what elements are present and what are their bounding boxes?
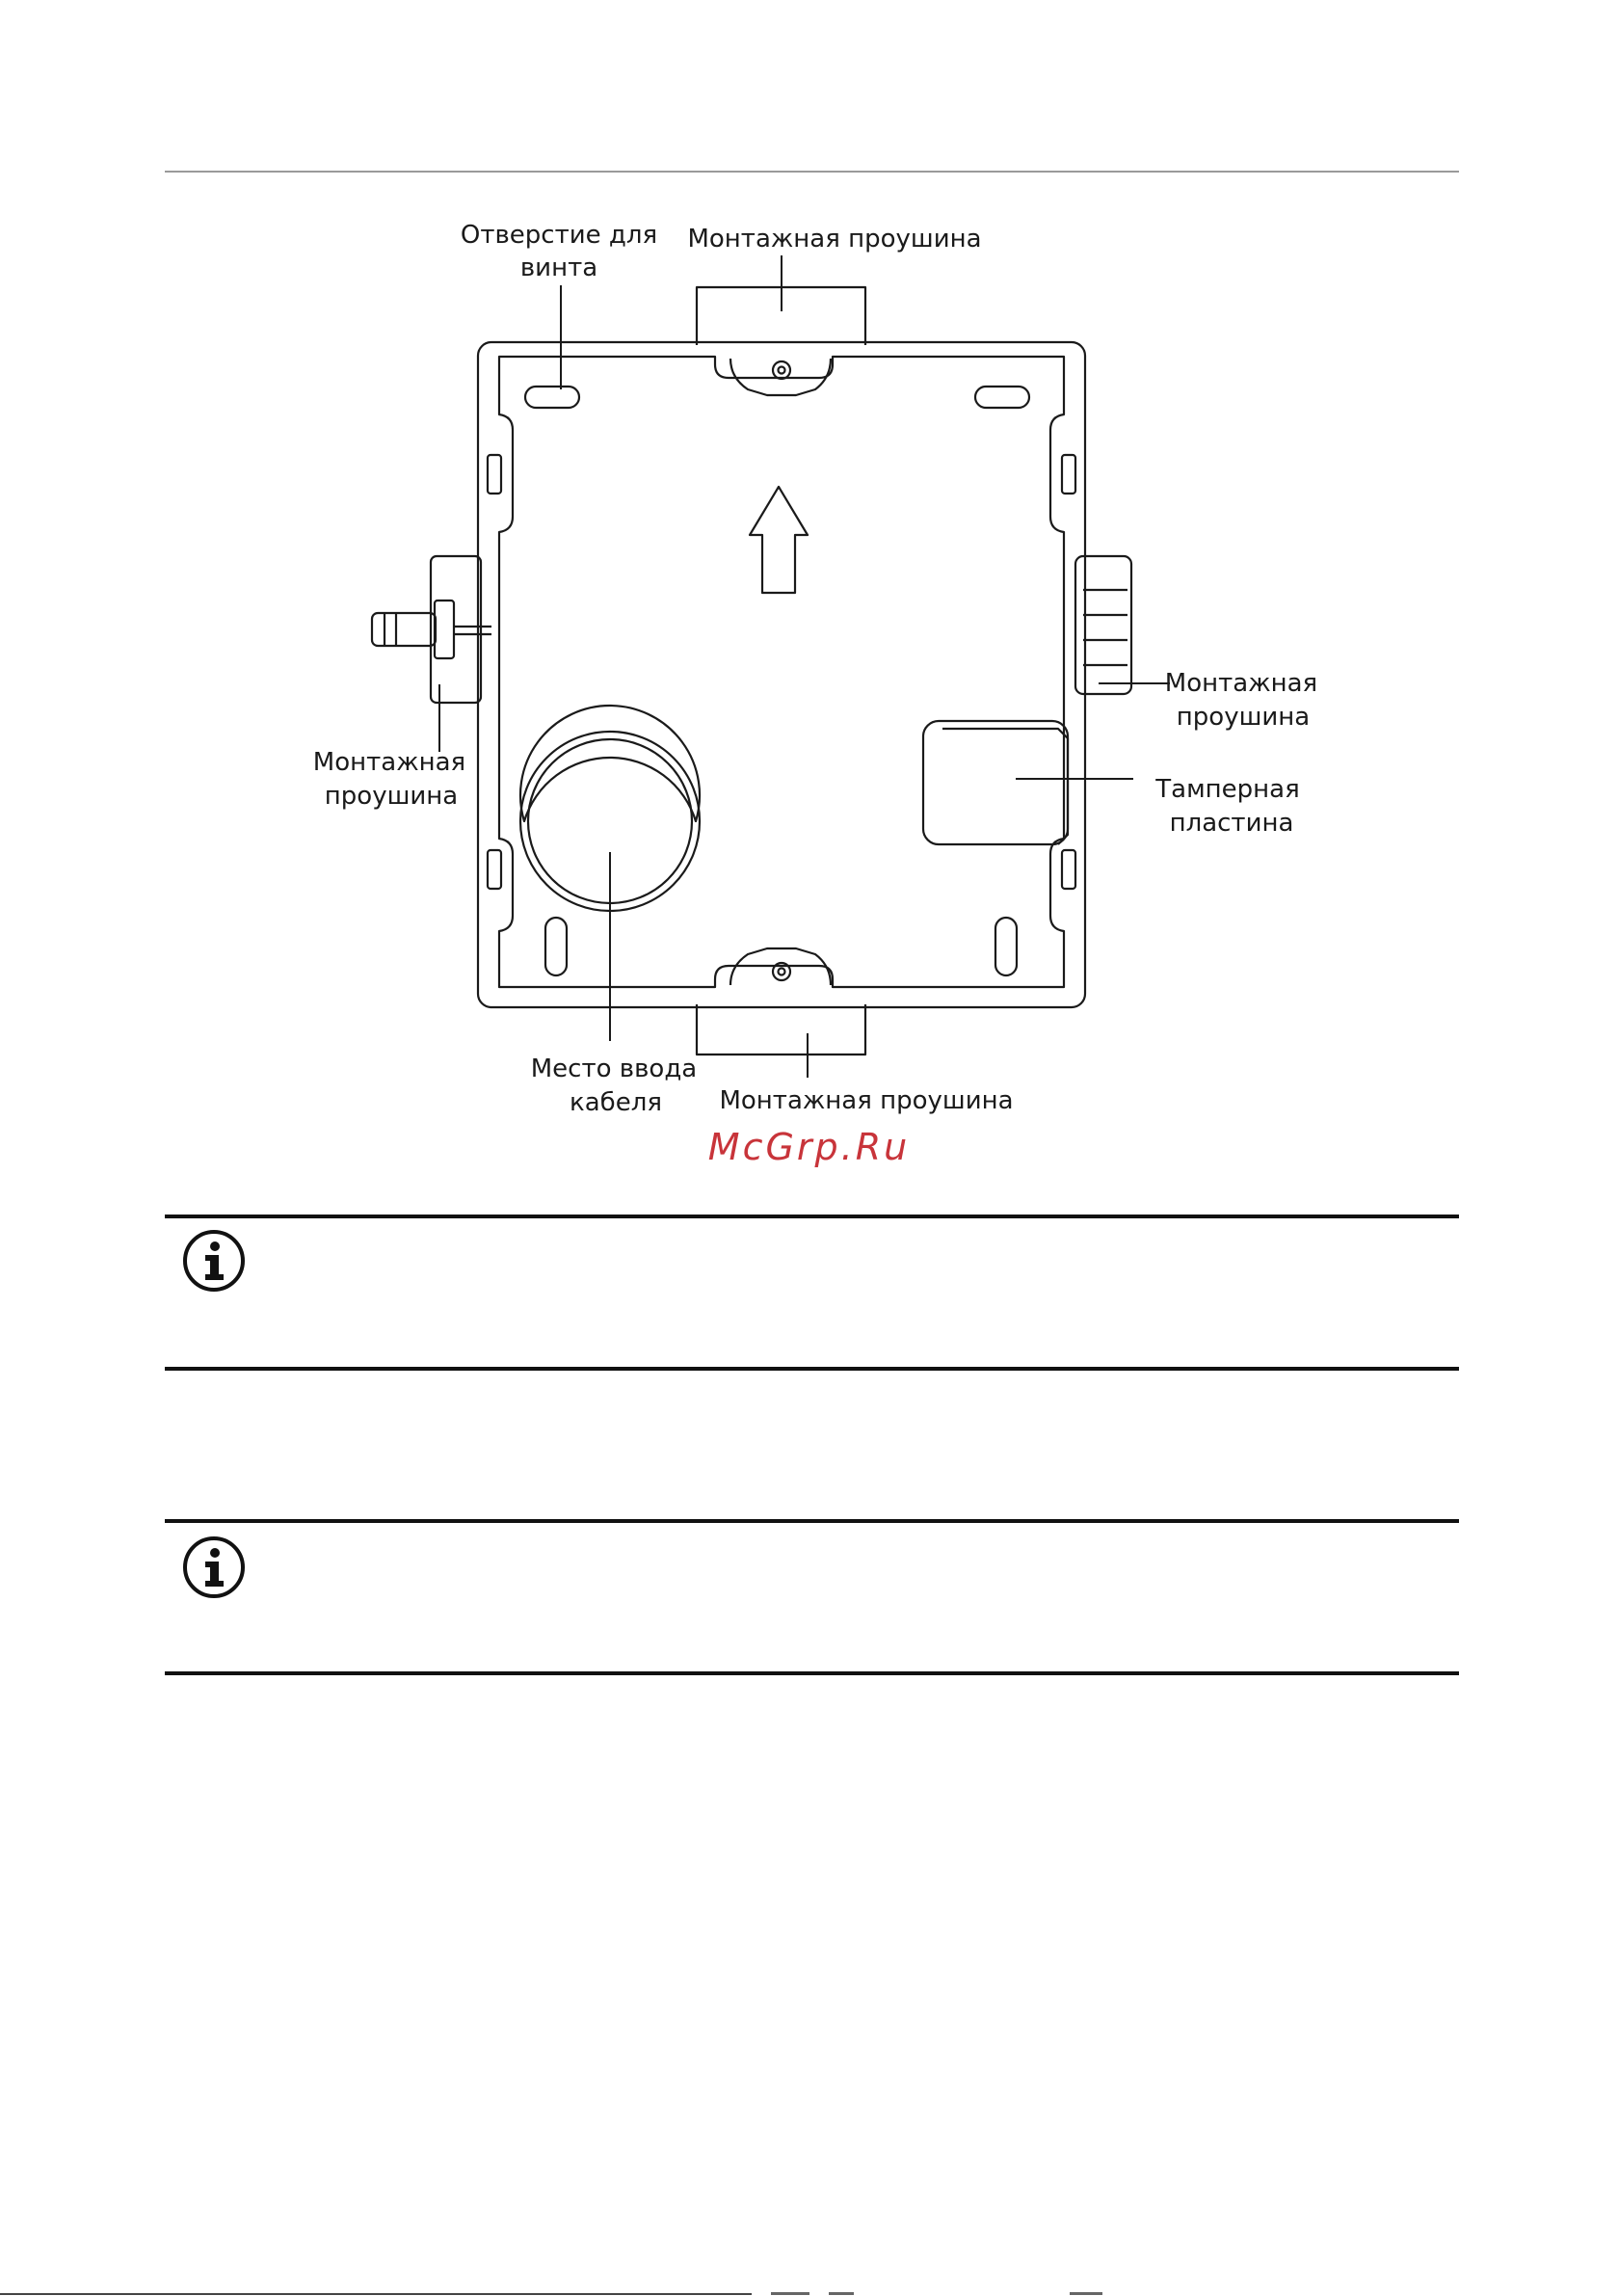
mounting-box-diagram [0, 0, 1618, 1118]
label-screw-hole-1: Отверстие для [460, 221, 658, 250]
box-outer-frame [478, 342, 1085, 1007]
note-1-top-rule [165, 1215, 1459, 1218]
left-clip-upper [488, 455, 501, 494]
label-top-lug: Монтажная проушина [687, 225, 982, 254]
orientation-arrow [750, 487, 808, 593]
screw-slot-top-right [975, 387, 1029, 408]
label-screw-hole-2: винта [519, 254, 598, 282]
label-tamper-1: Тамперная [1155, 775, 1300, 804]
left-lug-screw-head [435, 601, 454, 658]
top-lug-hole [773, 361, 790, 379]
right-clip-lower [1062, 850, 1075, 889]
left-mounting-lug [431, 556, 481, 703]
box-inner-frame [499, 357, 1064, 987]
right-mounting-lug [1075, 556, 1131, 694]
screw-slot-top-left [525, 387, 579, 408]
watermark: McGrp.Ru [707, 1126, 911, 1168]
left-clip-lower [488, 850, 501, 889]
label-left-lug-2: проушина [324, 782, 459, 811]
note-1-bottom-rule [165, 1367, 1459, 1371]
label-right-lug-1: Монтажная [1164, 669, 1318, 698]
info-icon [181, 1535, 247, 1600]
label-cable-1: Место ввода [530, 1055, 698, 1083]
footer-cut-text [0, 2290, 1618, 2296]
info-icon [181, 1228, 247, 1294]
note-2-bottom-rule [165, 1671, 1459, 1675]
label-left-lug-1: Монтажная [312, 748, 466, 777]
note-2-top-rule [165, 1519, 1459, 1523]
screw-slot-bottom-left [545, 918, 567, 975]
tamper-plate [923, 721, 1068, 844]
left-lug-screw-shaft [372, 613, 436, 646]
screw-slot-bottom-right [995, 918, 1017, 975]
label-bottom-lug: Монтажная проушина [719, 1086, 1014, 1115]
right-clip-upper [1062, 455, 1075, 494]
label-cable-2: кабеля [570, 1088, 662, 1117]
cable-entry-knockout [520, 706, 700, 821]
label-right-lug-2: проушина [1176, 703, 1311, 732]
label-tamper-2: пластина [1169, 809, 1294, 838]
bottom-mounting-lug [697, 1004, 865, 1055]
